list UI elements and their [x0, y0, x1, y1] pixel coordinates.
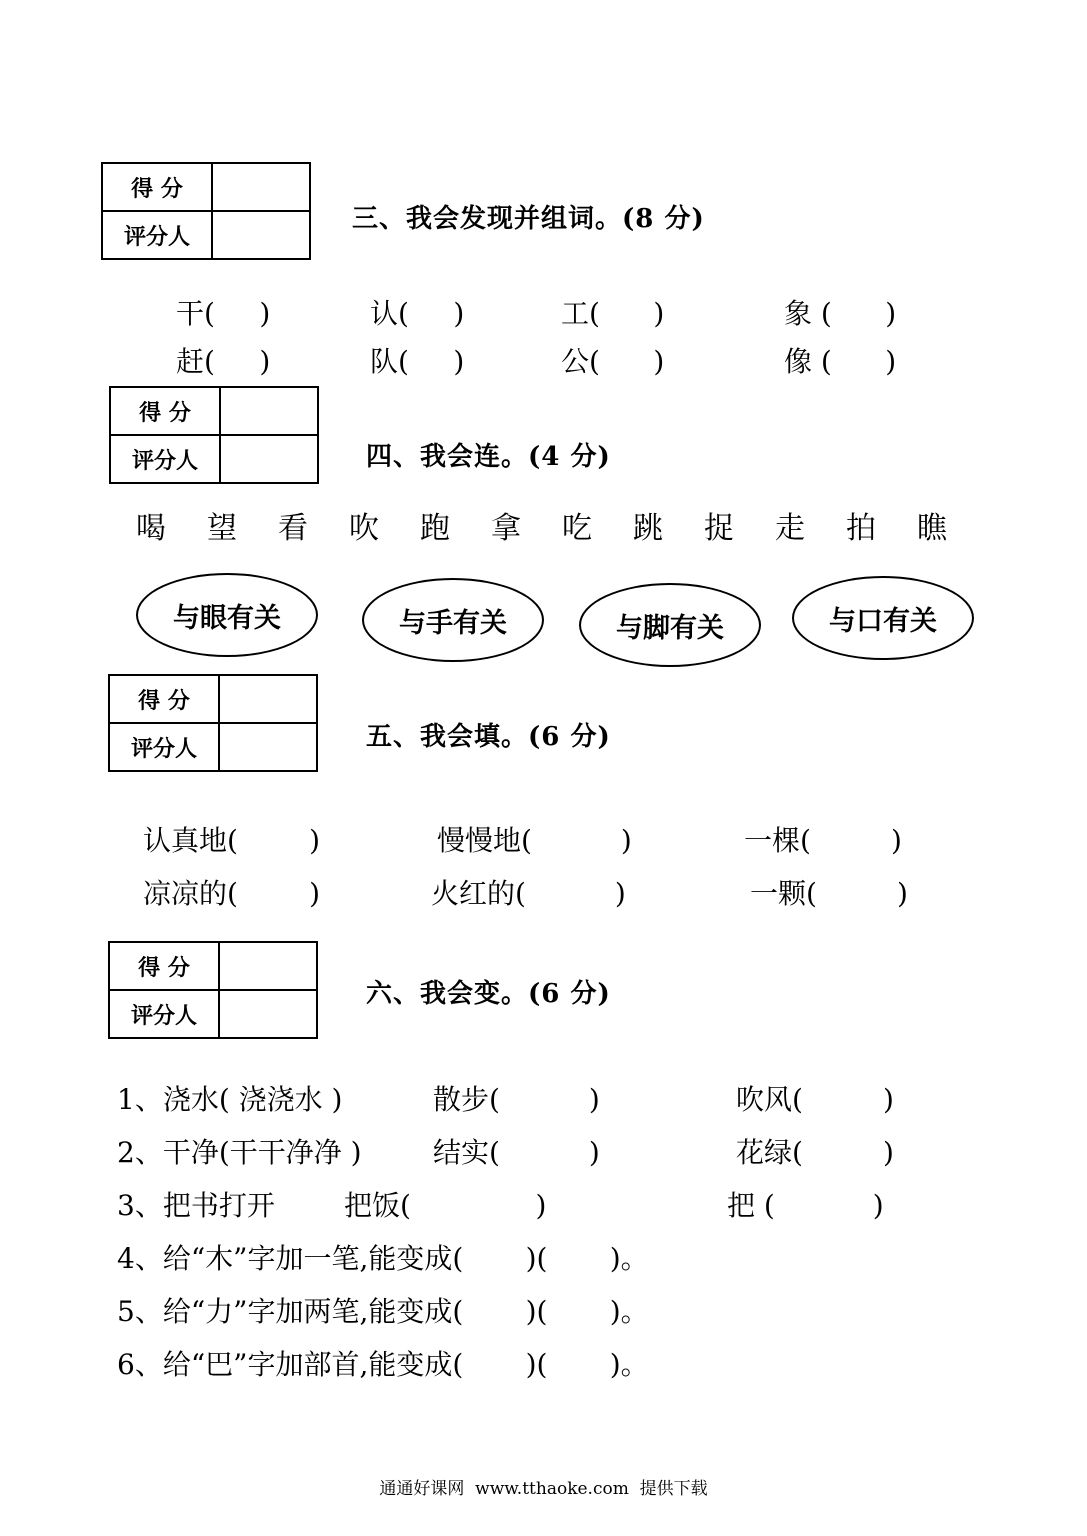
section3-row1-item: 象 ( ): [784, 297, 897, 330]
action-word[interactable]: 喝: [136, 511, 166, 546]
action-word[interactable]: 吹: [349, 511, 379, 546]
section5-row2-item: 凉凉的( ): [143, 877, 321, 910]
action-word[interactable]: 拍: [846, 511, 876, 546]
section3-row2-item: 队( ): [370, 345, 465, 378]
section6-line3-b: 把饭( ): [344, 1189, 547, 1222]
section6-line6: 6、给“巴”字加部首,能变成( )( )。: [117, 1348, 649, 1381]
section6-line3-c: 把 ( ): [727, 1189, 884, 1222]
section5-row1-item: 认真地( ): [143, 824, 321, 857]
category-eye[interactable]: 与眼有关: [136, 573, 318, 657]
action-word[interactable]: 吃: [562, 511, 592, 546]
section6-line1-c: 吹风( ): [736, 1083, 894, 1116]
section5-title: 五、我会填。(6 分): [366, 722, 611, 752]
score-box-section5: [108, 674, 318, 772]
section6-line2-b: 结实( ): [433, 1136, 600, 1169]
action-word[interactable]: 捉: [704, 511, 734, 546]
section6-line3-a: 3、把书打开: [117, 1189, 275, 1222]
action-word[interactable]: 瞧: [917, 511, 947, 546]
score-label: 得 分: [109, 942, 219, 990]
score-label: 得 分: [110, 387, 220, 435]
grader-blank[interactable]: [219, 990, 317, 1038]
section5-row1-item: 一棵( ): [744, 824, 902, 857]
section3-row2-item: 像 ( ): [784, 345, 897, 378]
category-foot[interactable]: 与脚有关: [579, 583, 761, 667]
score-label: 得 分: [102, 163, 212, 211]
score-label: 得 分: [109, 675, 219, 723]
action-word[interactable]: 拿: [491, 511, 521, 546]
section6-line4: 4、给“木”字加一笔,能变成( )( )。: [117, 1242, 649, 1275]
section6-line1-b: 散步( ): [433, 1083, 600, 1116]
action-word[interactable]: 望: [207, 511, 237, 546]
grader-label: 评分人: [110, 435, 220, 483]
grader-label: 评分人: [109, 990, 219, 1038]
section3-row2-item: 公( ): [561, 345, 665, 378]
section3-row2-item: 赶( ): [176, 345, 271, 378]
action-word[interactable]: 跳: [633, 511, 663, 546]
action-word[interactable]: 走: [775, 511, 805, 546]
section6-line1-a: 1、浇水( 浇浇水 ): [117, 1083, 343, 1116]
grader-label: 评分人: [109, 723, 219, 771]
score-blank[interactable]: [212, 163, 310, 211]
category-hand[interactable]: 与手有关: [362, 578, 544, 662]
section5-row2-item: 火红的( ): [431, 877, 626, 910]
section4-title: 四、我会连。(4 分): [366, 442, 611, 472]
section3-row1-item: 干( ): [176, 297, 271, 330]
score-box-section3: [101, 162, 311, 260]
section6-line2-a: 2、干净(干干净净 ): [117, 1136, 362, 1169]
score-box-section6: [108, 941, 318, 1039]
action-word[interactable]: 跑: [420, 511, 450, 546]
section3-row1-item: 认( ): [370, 297, 465, 330]
score-blank[interactable]: [219, 675, 317, 723]
section6-line5: 5、给“力”字加两笔,能变成( )( )。: [117, 1295, 649, 1328]
section3-title: 三、我会发现并组词。(8 分): [352, 204, 705, 234]
section3-row1-item: 工( ): [561, 297, 665, 330]
grader-blank[interactable]: [220, 435, 318, 483]
category-mouth[interactable]: 与口有关: [792, 576, 974, 660]
action-word[interactable]: 看: [278, 511, 308, 546]
grader-label: 评分人: [102, 211, 212, 259]
score-blank[interactable]: [220, 387, 318, 435]
grader-blank[interactable]: [212, 211, 310, 259]
footer-credit: 通通好课网 www.tthaoke.com 提供下载: [379, 1479, 708, 1499]
score-blank[interactable]: [219, 942, 317, 990]
section5-row1-item: 慢慢地( ): [437, 824, 632, 857]
section6-line2-c: 花绿( ): [736, 1136, 894, 1169]
grader-blank[interactable]: [219, 723, 317, 771]
score-box-section4: [109, 386, 319, 484]
section6-title: 六、我会变。(6 分): [366, 979, 611, 1009]
section5-row2-item: 一颗( ): [750, 877, 908, 910]
